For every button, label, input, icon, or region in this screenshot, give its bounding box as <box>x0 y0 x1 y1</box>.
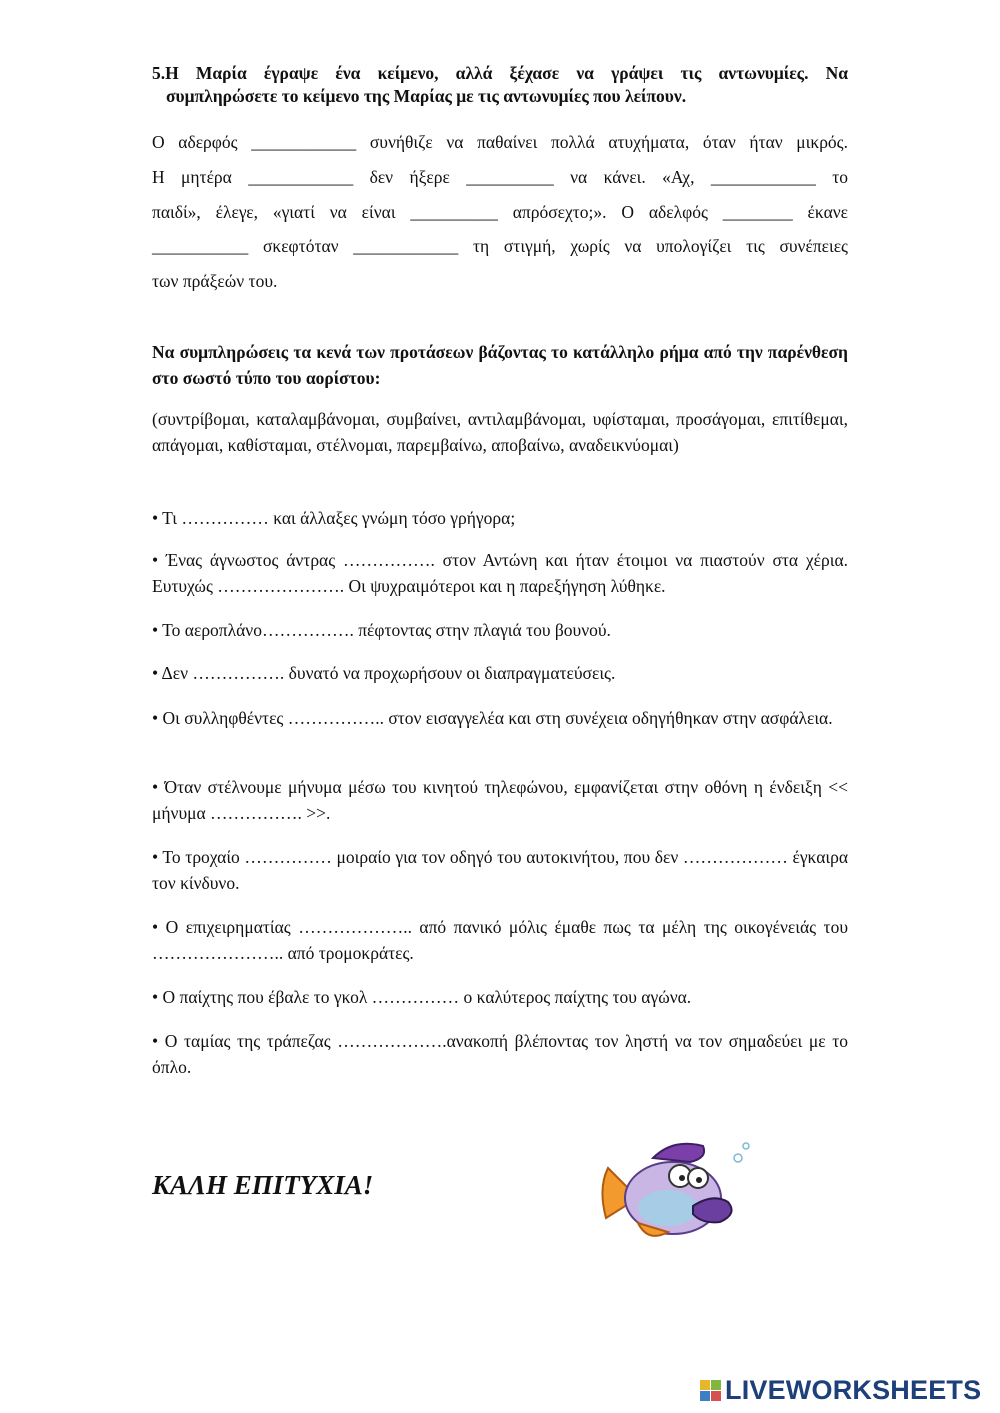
sentence-item: • Ένας άγνωστος άντρας ……………. στον Αντώνη και ήταν έτοιμοι να πιαστούν στα χέρια. Ευτυχώς …………………. Οι ψυχραιμότεροι και η παρεξήγηση λύθηκε. <box>152 550 848 596</box>
sentence-item: • Τι …………… και άλλαξες γνώμη τόσο γρήγορα; <box>152 508 516 528</box>
fish-mascot-illustration <box>598 1128 758 1248</box>
task5-text-line: των πράξεών του. <box>152 271 278 291</box>
task5-text-line: ___________ σκεφτόταν ____________ τη στιγμή, χωρίς να υπολογίζει τις συνέπειες <box>152 236 848 256</box>
liveworksheets-logo <box>700 1375 981 1405</box>
sentence-item: • Δεν ……………. δυνατό να προχωρήσουν οι διαπραγματεύσεις. <box>152 663 616 683</box>
task5-text-line: Ο αδερφός ____________ συνήθιζε να παθαίνει πολλά ατυχήματα, όταν ήταν μικρός. <box>152 132 848 152</box>
task6-instruction: Να συμπληρώσεις τα κενά των προτάσεων βάζοντας το κατάλληλο ρήμα από την παρένθεση στο σωστό τύπο του αορίστου: <box>152 342 848 388</box>
task5-heading-line1: 5.Η Μαρία έγραψε ένα κείμενο, αλλά ξέχασε να γράψει τις αντωνυμίες. Να <box>152 63 848 83</box>
sentence-item: • Ο επιχειρηματίας ……………….. από πανικό μόλις έμαθε πως τα μέλη της οικογένειάς του ………………….. από τρομοκράτες. <box>152 917 848 963</box>
task5-heading-line2: συμπληρώσετε το κείμενο της Μαρίας με τις αντωνυμίες που λείπουν. <box>166 86 687 106</box>
verb-list: (συντρίβομαι, καταλαμβάνομαι, συμβαίνει, αντιλαμβάνομαι, υφίσταμαι, προσάγομαι, επιτίθεμαι, απάγομαι, καθίσταμαι, στέλνομαι, παρεμβαίνω, αποβαίνω, αναδεικνύομαι) <box>152 409 848 455</box>
task5-heading <box>152 62 848 108</box>
sentence-item: • Ο παίχτης που έβαλε το γκολ …………… ο καλύτερος παίχτης του αγώνα. <box>152 987 692 1007</box>
sentence-item: • Το τροχαίο …………… μοιραίο για τον οδηγό του αυτοκινήτου, που δεν ……………… έγκαιρα τον κίνδυνο. <box>152 847 848 893</box>
logo-mark-icon <box>700 1380 721 1401</box>
sentence-item: • Οι συλληφθέντες …………….. στον εισαγγελέα και στη συνέχεια οδηγήθηκαν στην ασφάλεια. <box>152 708 833 728</box>
sentence-item: • Όταν στέλνουμε μήνυμα μέσω του κινητού τηλεφώνου, εμφανίζεται στην οθόνη η ένδειξη << μήνυμα ……………. >>. <box>152 777 848 823</box>
sentence-item: • Ο ταμίας της τράπεζας ……………….ανακοπή βλέποντας τον ληστή να τον σημαδεύει με το όπλο. <box>152 1031 848 1077</box>
sentence-item: • Το αεροπλάνο……………. πέφτοντας στην πλαγιά του βουνού. <box>152 620 611 640</box>
task5-text-line: παιδί», έλεγε, «γιατί να είναι __________ απρόσεχτο;». Ο αδελφός ________ έκανε <box>152 202 848 222</box>
task5-text-line: Η μητέρα ____________ δεν ήξερε __________ να κάνει. «Αχ, ____________ το <box>152 167 848 187</box>
logo-text: LIVEWORKSHEETS <box>725 1374 982 1405</box>
closing-message: ΚΑΛΗ ΕΠΙΤΥΧΙΑ! <box>152 1170 374 1200</box>
